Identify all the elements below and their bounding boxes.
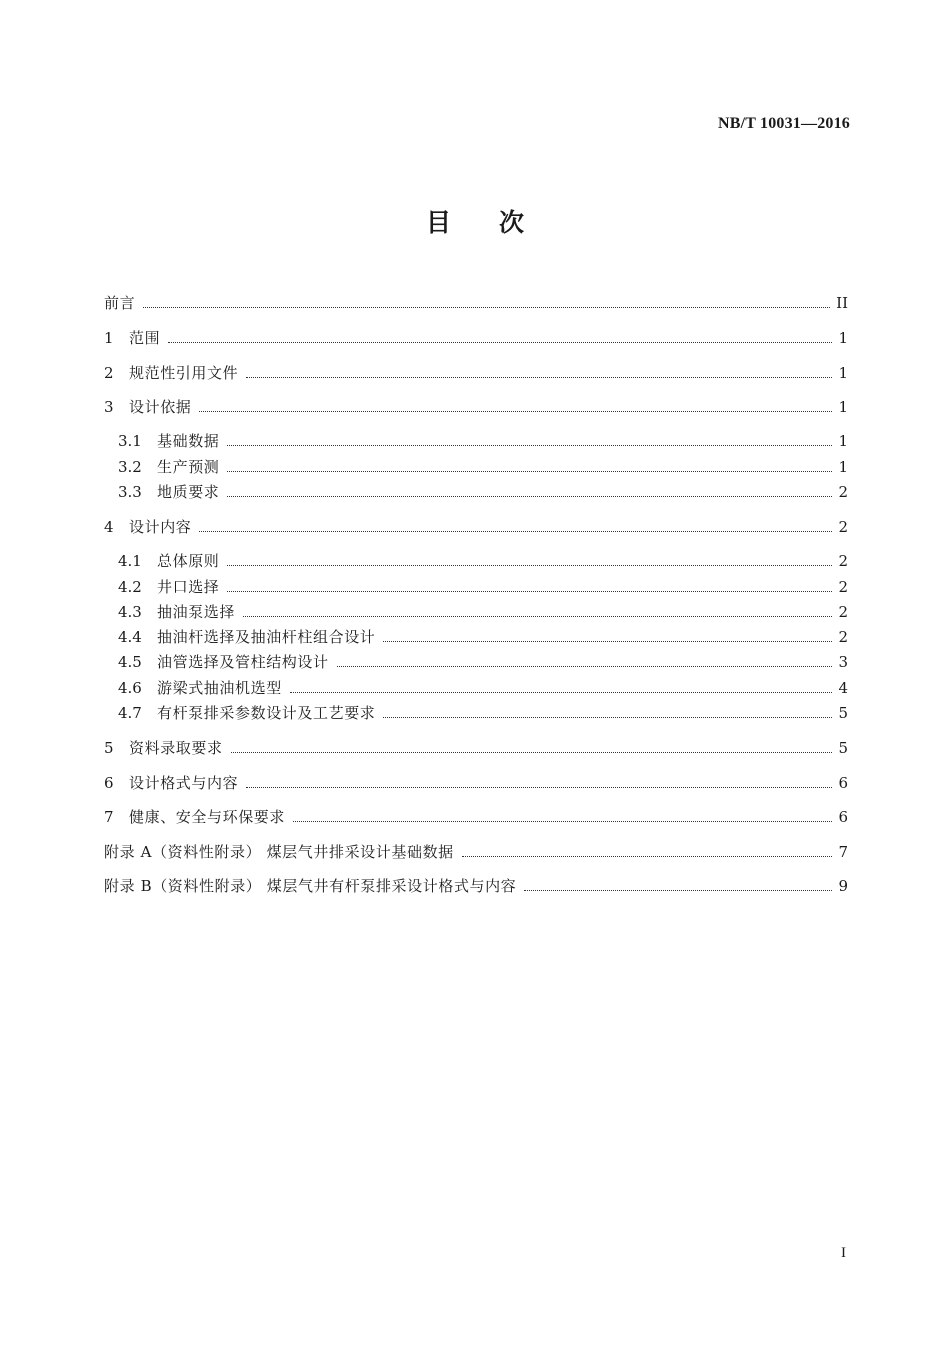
toc-entry-number: 3 — [104, 398, 114, 416]
toc-entry-number: 4.6 — [118, 679, 142, 697]
toc-entry-label: 前言 — [104, 294, 136, 312]
toc-entry-label: 井口选择 — [157, 578, 220, 596]
toc-dot-leader — [246, 772, 832, 794]
toc-entry-label: 设计格式与内容 — [129, 774, 239, 792]
toc-entry-page: 5 — [838, 704, 848, 722]
toc-entry-section-1[interactable] — [104, 327, 848, 349]
toc-entry-page: 6 — [838, 808, 848, 826]
toc-dot-leader — [143, 292, 830, 314]
toc-entry-number: 5 — [104, 739, 114, 757]
toc-entry-section-3-2[interactable] — [118, 456, 848, 478]
toc-entry-label: 规范性引用文件 — [129, 364, 239, 382]
toc-entry-number: 4.2 — [118, 578, 142, 596]
toc-entry-page: 2 — [838, 518, 848, 536]
toc-entry-label: 基础数据 — [157, 432, 220, 450]
toc-entry-number: 7 — [104, 808, 114, 826]
toc-entry-section-4-7[interactable] — [118, 702, 848, 724]
toc-entry-foreword[interactable] — [104, 292, 848, 314]
toc-entry-label: 总体原则 — [157, 552, 220, 570]
toc-entry-section-3-3[interactable] — [118, 481, 848, 503]
toc-entry-label: 附录 A（资料性附录） 煤层气井排采设计基础数据 — [104, 843, 454, 861]
toc-entry-label: 生产预测 — [157, 458, 220, 476]
toc-entry-page: 1 — [838, 398, 848, 416]
toc-entry-page: 1 — [838, 364, 848, 382]
toc-dot-leader — [243, 601, 832, 623]
toc-entry-page: 2 — [838, 578, 848, 596]
toc-dot-leader — [524, 875, 832, 897]
toc-dot-leader — [227, 481, 832, 503]
toc-entry-section-3-1[interactable] — [118, 430, 848, 452]
toc-entry-label: 资料录取要求 — [129, 739, 223, 757]
toc-dot-leader — [227, 550, 832, 572]
toc-entry-label: 油管选择及管柱结构设计 — [157, 653, 329, 671]
toc-dot-leader — [227, 430, 832, 452]
toc-entry-page: 2 — [838, 628, 848, 646]
toc-entry-page: 5 — [838, 739, 848, 757]
toc-dot-leader — [168, 327, 832, 349]
page-number: I — [841, 1245, 846, 1261]
toc-entry-number: 3.3 — [118, 483, 142, 501]
toc-entry-label: 设计依据 — [129, 398, 192, 416]
toc-entry-label: 抽油泵选择 — [157, 603, 236, 621]
toc-entry-label: 健康、安全与环保要求 — [129, 808, 286, 826]
toc-entry-page: 9 — [838, 877, 848, 895]
toc-entry-appendix-a[interactable] — [104, 841, 848, 863]
toc-entry-number: 4.5 — [118, 653, 142, 671]
toc-entry-section-2[interactable] — [104, 362, 848, 384]
toc-entry-label: 游梁式抽油机选型 — [157, 679, 282, 697]
toc-entry-section-6[interactable] — [104, 772, 848, 794]
toc-entry-number: 4.1 — [118, 552, 142, 570]
toc-entry-label: 有杆泵排采参数设计及工艺要求 — [157, 704, 376, 722]
toc-entry-page: 2 — [838, 483, 848, 501]
standard-code: NB/T 10031—2016 — [717, 115, 850, 132]
toc-entry-appendix-b[interactable] — [104, 875, 848, 897]
toc-entry-section-4-5[interactable] — [118, 651, 848, 673]
toc-dot-leader — [462, 841, 832, 863]
toc-entry-section-7[interactable] — [104, 806, 848, 828]
toc-dot-leader — [231, 737, 832, 759]
toc-entry-number: 3.1 — [118, 432, 142, 450]
toc-entry-page: 2 — [838, 552, 848, 570]
toc-entry-page: 1 — [838, 329, 848, 347]
toc-entry-number: 3.2 — [118, 458, 142, 476]
toc-entry-page: 1 — [838, 432, 848, 450]
toc-dot-leader — [199, 516, 832, 538]
toc-entry-section-4-6[interactable] — [118, 677, 848, 699]
toc-entry-page: 1 — [838, 458, 848, 476]
toc-entry-label: 地质要求 — [157, 483, 220, 501]
toc-entry-page: 3 — [838, 653, 848, 671]
toc-entry-label: 设计内容 — [129, 518, 192, 536]
toc-entry-page: 2 — [838, 603, 848, 621]
toc-entry-page: 7 — [838, 843, 848, 861]
toc-entry-page: 6 — [838, 774, 848, 792]
toc-entry-number: 2 — [104, 364, 114, 382]
toc-dot-leader — [199, 396, 832, 418]
toc-entry-section-4-3[interactable] — [118, 601, 848, 623]
toc-entry-number: 4.3 — [118, 603, 142, 621]
toc-dot-leader — [246, 362, 832, 384]
toc-entry-page: II — [836, 294, 848, 312]
toc-entry-number: 4 — [104, 518, 114, 536]
page-title: 目次 — [425, 208, 572, 237]
toc-entry-section-4-2[interactable] — [118, 576, 848, 598]
toc-dot-leader — [383, 626, 832, 648]
toc-entry-number: 6 — [104, 774, 114, 792]
toc-dot-leader — [293, 806, 832, 828]
toc-dot-leader — [290, 677, 832, 699]
toc-entry-label: 抽油杆选择及抽油杆柱组合设计 — [157, 628, 376, 646]
toc-dot-leader — [227, 456, 832, 478]
toc-entry-section-3[interactable] — [104, 396, 848, 418]
toc-entry-label: 附录 B（资料性附录） 煤层气井有杆泵排采设计格式与内容 — [104, 877, 517, 895]
toc-entry-section-4[interactable] — [104, 516, 848, 538]
toc-entry-section-4-1[interactable] — [118, 550, 848, 572]
toc-entry-number: 1 — [104, 329, 114, 347]
toc-entry-section-4-4[interactable] — [118, 626, 848, 648]
toc-entry-page: 4 — [838, 679, 848, 697]
toc-entry-number: 4.7 — [118, 704, 142, 722]
toc-dot-leader — [227, 576, 832, 598]
toc-entry-label: 范围 — [129, 329, 161, 347]
toc-dot-leader — [337, 651, 832, 673]
toc-dot-leader — [383, 702, 832, 724]
toc-entry-number: 4.4 — [118, 628, 142, 646]
toc-entry-section-5[interactable] — [104, 737, 848, 759]
